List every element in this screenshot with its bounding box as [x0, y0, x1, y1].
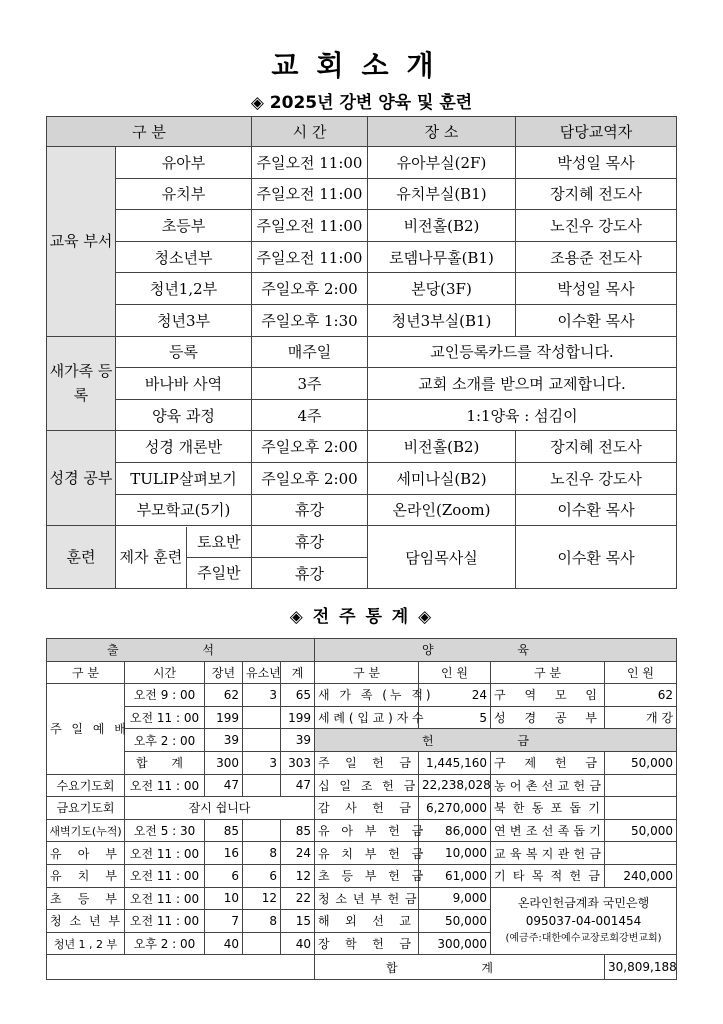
cell-adult: 62 — [205, 684, 243, 707]
group-training: 훈련 — [47, 526, 116, 589]
total-label: 합 계 — [315, 955, 605, 980]
cell-time: 오전 11 : 00 — [125, 864, 205, 887]
table-row — [47, 147, 677, 179]
row-leader: 박성일 목사 — [516, 147, 677, 179]
row-name: 유치부 — [116, 178, 252, 210]
row-name: 양육 과정 — [116, 399, 252, 431]
cell-total: 12 — [281, 864, 315, 887]
table-row — [47, 797, 677, 820]
row-place: 유아부실(2F) — [368, 147, 516, 179]
cell-total: 24 — [281, 842, 315, 865]
row-name: 유아부 — [116, 147, 252, 179]
cell-name: 초 등 부 — [47, 887, 125, 910]
cell-adult: 199 — [205, 706, 243, 729]
cell-time: 오전 11 : 00 — [125, 887, 205, 910]
group-bible: 성경 공부 — [47, 431, 116, 526]
table-row — [47, 494, 677, 526]
row-time: 주일오전 11:00 — [252, 210, 368, 242]
cell-youth: 6 — [243, 864, 281, 887]
cell-youth: 3 — [243, 684, 281, 707]
total-row — [47, 955, 677, 980]
col-youth: 유소년 — [243, 661, 281, 684]
total-amount: 30,809,188 — [605, 955, 677, 980]
row-time: 4주 — [252, 399, 368, 431]
bank-line1: 온라인헌금계좌 국민은행 — [517, 895, 650, 910]
row-desc: 1:1양육 : 섬김이 — [368, 399, 677, 431]
cell-nurture-name: 새 가 족 (누 적) — [315, 684, 419, 707]
cell-total: 65 — [281, 684, 315, 707]
cell-total: 47 — [281, 774, 315, 797]
offering-amount2 — [605, 774, 677, 797]
header-place: 장 소 — [368, 117, 516, 147]
row-place: 세미나실(B2) — [368, 462, 516, 494]
cell-name: 청년 1 , 2 부 — [47, 932, 125, 955]
cell-total: 39 — [281, 729, 315, 752]
group-edu: 교육 부서 — [47, 147, 116, 337]
table-row — [47, 819, 677, 842]
cell-adult: 10 — [205, 887, 243, 910]
cell-adult: 39 — [205, 729, 243, 752]
bank-info — [491, 887, 677, 955]
row-time: 주일오후 2:00 — [252, 273, 368, 305]
row-leader: 노진우 강도사 — [516, 462, 677, 494]
training-sub-cell — [116, 526, 252, 589]
row-leader: 장지혜 전도사 — [516, 431, 677, 463]
row-place: 비전홀(B2) — [368, 431, 516, 463]
offering-amount: 1,445,160 — [419, 751, 491, 774]
col-adult: 장년 — [205, 661, 243, 684]
table-row — [47, 336, 677, 368]
offering-name2: 기 타 목 적 헌 금 — [491, 864, 605, 887]
row-desc: 교인등록카드를 작성합니다. — [368, 336, 677, 368]
row-name: TULIP살펴보기 — [116, 462, 252, 494]
row-place: 비전홀(B2) — [368, 210, 516, 242]
cell-total: 199 — [281, 706, 315, 729]
schedule-table — [46, 116, 677, 589]
row-name: 성경 개론반 — [116, 431, 252, 463]
offering-amount2 — [605, 797, 677, 820]
training-place: 담임목사실 — [368, 526, 516, 589]
cell-youth: 8 — [243, 910, 281, 933]
cell-total: 15 — [281, 910, 315, 933]
cell-youth: 8 — [243, 842, 281, 865]
cell-youth: 12 — [243, 887, 281, 910]
cell-time: 오전 5 : 30 — [125, 819, 205, 842]
row-name: 등록 — [116, 336, 252, 368]
cell-time: 오전 11 : 00 — [125, 706, 205, 729]
cell-nurture-name2: 구 역 모 임 — [491, 684, 605, 707]
row-leader: 박성일 목사 — [516, 273, 677, 305]
offering-name2: 연 변 조 선 족 돕 기 — [491, 819, 605, 842]
table-row — [47, 462, 677, 494]
cell-time: 오전 9 : 00 — [125, 684, 205, 707]
cell-adult: 47 — [205, 774, 243, 797]
col-total: 계 — [281, 661, 315, 684]
offering-name: 장 학 헌 금 — [315, 932, 419, 955]
offering-amount2 — [605, 842, 677, 865]
cell-time: 오전 11 : 00 — [125, 910, 205, 933]
row-place: 로뎀나무홀(B1) — [368, 241, 516, 273]
col-gubun3: 구 분 — [491, 661, 605, 684]
offering-name2: 농 어 촌 선 교 헌 금 — [491, 774, 605, 797]
offering-name: 십 일 조 헌 금 — [315, 774, 419, 797]
row-name: 초등부 — [116, 210, 252, 242]
cell-nurture-count: 24 — [419, 684, 491, 707]
attendance-title: 출 석 — [47, 639, 315, 662]
cell-time: 오후 2 : 00 — [125, 932, 205, 955]
offering-amount: 50,000 — [419, 910, 491, 933]
row-leader: 이수환 목사 — [516, 494, 677, 526]
cell-youth: 3 — [243, 751, 281, 774]
table-row — [47, 887, 677, 910]
table-row — [47, 526, 677, 558]
offering-amount2: 240,000 — [605, 864, 677, 887]
cell-adult: 7 — [205, 910, 243, 933]
cell-adult: 300 — [205, 751, 243, 774]
cell-nurture-count2: 개 강 — [605, 706, 677, 729]
offering-amount2: 50,000 — [605, 819, 677, 842]
offering-name: 유 아 부 헌 금 — [315, 819, 419, 842]
training-sub-label: 제자 훈련 — [116, 527, 186, 588]
offering-name: 감 사 헌 금 — [315, 797, 419, 820]
table-row — [47, 431, 677, 463]
cell-name: 수요기도회 — [47, 774, 125, 797]
row-name: 토요반 — [186, 527, 251, 558]
cell-total: 22 — [281, 887, 315, 910]
offering-title: 헌 금 — [315, 729, 677, 752]
offering-name2: 구 제 헌 금 — [491, 751, 605, 774]
offering-amount: 6,270,000 — [419, 797, 491, 820]
stats-col-header — [47, 661, 677, 684]
row-leader: 이수환 목사 — [516, 304, 677, 336]
table-row — [47, 399, 677, 431]
col-time: 시간 — [125, 661, 205, 684]
offering-amount: 61,000 — [419, 864, 491, 887]
row-name: 바나바 사역 — [116, 368, 252, 400]
table-row — [47, 729, 677, 752]
col-count2: 인 원 — [605, 661, 677, 684]
stats-section-header — [47, 639, 677, 662]
cell-total: 85 — [281, 819, 315, 842]
cell-name: 유 치 부 — [47, 864, 125, 887]
row-time: 주일오후 2:00 — [252, 431, 368, 463]
row-time: 휴강 — [252, 557, 368, 589]
cell-youth — [243, 729, 281, 752]
cell-youth — [243, 932, 281, 955]
cell-adult: 40 — [205, 932, 243, 955]
offering-amount: 9,000 — [419, 887, 491, 910]
table-row — [47, 751, 677, 774]
row-time: 휴강 — [252, 526, 368, 558]
table-row — [47, 864, 677, 887]
row-time: 휴강 — [252, 494, 368, 526]
row-name: 청소년부 — [116, 241, 252, 273]
offering-name2: 교 육 복 지 관 헌 금 — [491, 842, 605, 865]
cell-time: 오전 11 : 00 — [125, 774, 205, 797]
col-count: 인 원 — [419, 661, 491, 684]
cell-name: 유 아 부 — [47, 842, 125, 865]
table-row — [47, 842, 677, 865]
offering-name: 청 소 년 부 헌 금 — [315, 887, 419, 910]
cell-nurture-name: 세 례 ( 입 교 ) 자 수 — [315, 706, 419, 729]
group-newcomer: 새가족 등록 — [47, 336, 116, 431]
row-name: 부모학교(5기) — [116, 494, 252, 526]
cell-youth — [243, 819, 281, 842]
table-row — [47, 706, 677, 729]
offering-name: 초 등 부 헌 금 — [315, 864, 419, 887]
sunday-label: 주 일 예 배 — [47, 684, 125, 774]
table-row — [47, 273, 677, 305]
training-subtable — [116, 527, 251, 588]
col-gubun2: 구 분 — [315, 661, 419, 684]
cell-time: 합 계 — [125, 751, 205, 774]
offering-name2: 북 한 동 포 돕 기 — [491, 797, 605, 820]
row-place: 온라인(Zoom) — [368, 494, 516, 526]
cell-name: 금요기도회 — [47, 797, 125, 820]
cell-total: 303 — [281, 751, 315, 774]
stats-title: ◈ 전 주 통 계 ◈ — [289, 607, 434, 627]
row-time: 주일오전 11:00 — [252, 147, 368, 179]
table-row — [47, 210, 677, 242]
table-row — [47, 304, 677, 336]
cell-nurture-count: 5 — [419, 706, 491, 729]
row-time: 주일오후 1:30 — [252, 304, 368, 336]
nurture-title: 양 육 — [315, 639, 677, 662]
row-leader: 장지혜 전도사 — [516, 178, 677, 210]
row-desc: 교회 소개를 받으며 교제합니다. — [368, 368, 677, 400]
cell-total: 40 — [281, 932, 315, 955]
offering-amount: 86,000 — [419, 819, 491, 842]
row-time: 주일오전 11:00 — [252, 241, 368, 273]
offering-amount: 10,000 — [419, 842, 491, 865]
cell-nurture-count2: 62 — [605, 684, 677, 707]
row-time: 주일오전 11:00 — [252, 178, 368, 210]
row-name: 청년1,2부 — [116, 273, 252, 305]
total-blank — [47, 955, 315, 980]
stats-table — [46, 638, 677, 980]
cell-youth — [243, 774, 281, 797]
offering-amount: 300,000 — [419, 932, 491, 955]
row-place: 본당(3F) — [368, 273, 516, 305]
table-row — [47, 241, 677, 273]
row-leader: 조용준 전도사 — [516, 241, 677, 273]
bank-account: 095037-04-001454 — [525, 913, 642, 928]
cell-name: 새벽기도(누적) — [47, 819, 125, 842]
row-place: 유치부실(B1) — [368, 178, 516, 210]
table-row — [47, 368, 677, 400]
row-time: 매주일 — [252, 336, 368, 368]
offering-name: 유 치 부 헌 금 — [315, 842, 419, 865]
header-gubun: 구 분 — [47, 117, 252, 147]
row-leader: 노진우 강도사 — [516, 210, 677, 242]
bank-holder: (예금주:대한예수교장로회강변교회) — [505, 932, 662, 944]
page-title: 교회소개 — [271, 49, 452, 82]
cell-time: 오전 11 : 00 — [125, 842, 205, 865]
schedule-header-row — [47, 117, 677, 147]
offering-name: 주 일 헌 금 — [315, 751, 419, 774]
row-name: 주일반 — [197, 564, 241, 583]
offering-amount: 22,238,028 — [419, 774, 491, 797]
schedule-subtitle: ◈ 2025년 강변 양육 및 훈련 — [250, 93, 473, 113]
header-leader: 담당교역자 — [516, 117, 677, 147]
cell-youth — [243, 706, 281, 729]
row-place: 청년3부실(B1) — [368, 304, 516, 336]
col-gubun: 구 분 — [47, 661, 125, 684]
cell-time: 오후 2 : 00 — [125, 729, 205, 752]
training-leader: 이수환 목사 — [516, 526, 677, 589]
table-row — [47, 178, 677, 210]
offering-name: 해 외 선 교 — [315, 910, 419, 933]
table-row — [47, 774, 677, 797]
cell-adult: 6 — [205, 864, 243, 887]
offering-amount2: 50,000 — [605, 751, 677, 774]
header-time: 시 간 — [252, 117, 368, 147]
cell-adult: 85 — [205, 819, 243, 842]
row-name: 청년3부 — [116, 304, 252, 336]
cell-name: 청 소 년 부 — [47, 910, 125, 933]
row-time: 3주 — [252, 368, 368, 400]
friday-note: 잠시 쉽니다 — [125, 797, 315, 820]
cell-adult: 16 — [205, 842, 243, 865]
cell-nurture-name2: 성 경 공 부 — [491, 706, 605, 729]
table-row — [47, 684, 677, 707]
row-time: 주일오후 2:00 — [252, 462, 368, 494]
